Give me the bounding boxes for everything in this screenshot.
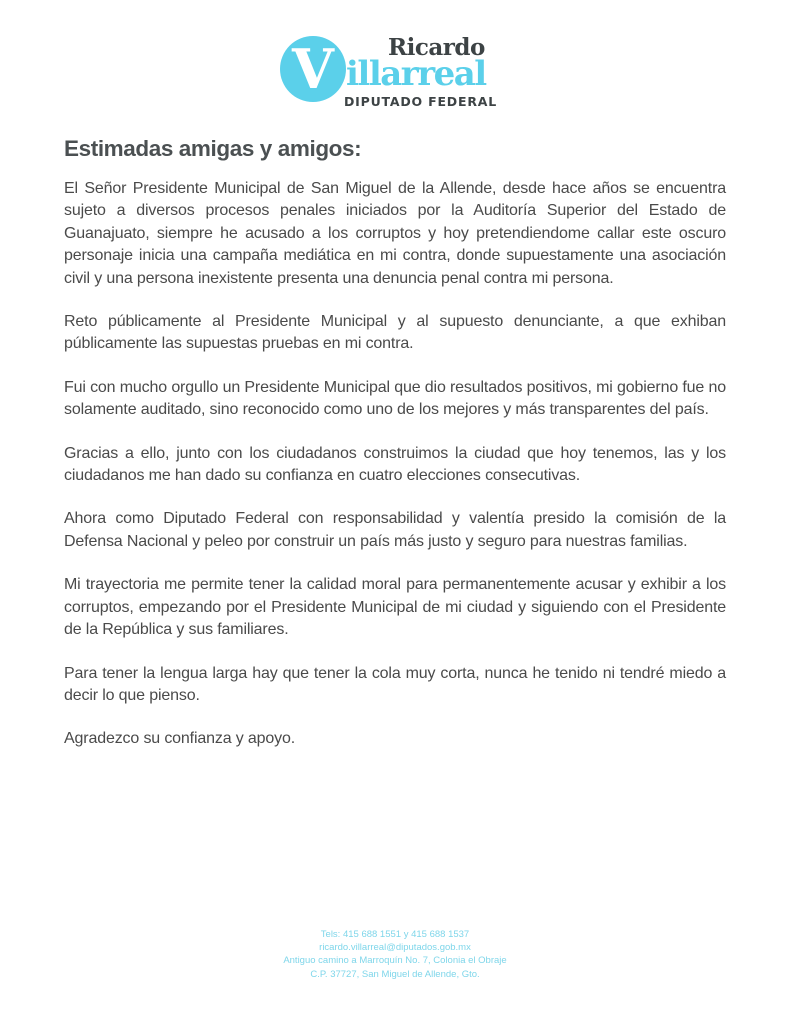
footer-city: C.P. 37727, San Miguel de Allende, Gto.: [310, 968, 480, 980]
paragraph: El Señor Presidente Municipal de San Miguel de la Allende, desde hace años se encuentra sujeto a diversos procesos penales iniciados por la Auditoría Superior del Estado de Guanajuato, siempre he acusado a los corruptos y hoy pretendiendome callar este oscuro personaje inicia una campaña mediática en mi contra, donde supuestamente una asociación civil y una persona inexistente presenta una denuncia penal contra mi persona.: [64, 180, 726, 287]
logo-last-name: illarreal: [346, 54, 486, 94]
logo-initial: V: [292, 37, 334, 101]
footer-phones: Tels: 415 688 1551 y 415 688 1537: [320, 929, 470, 940]
footer-address: Antiguo camino a Marroquín No. 7, Colonia el Obraje: [283, 955, 507, 967]
contact-footer: [0, 928, 790, 981]
logo-subtitle: DIPUTADO FEDERAL: [344, 94, 497, 109]
paragraph: Fui con mucho orgullo un Presidente Municipal que dio resultados positivos, mi gobierno fue no solamente auditado, sino reconocido como uno de los mejores y más transparentes del país.: [64, 378, 726, 419]
paragraph: Ahora como Diputado Federal con responsabilidad y valentía presido la comisión de la Defensa Nacional y peleo por construir un país más justo y seguro para nuestras familias.: [64, 510, 726, 550]
logo: [278, 32, 518, 112]
greeting: Estimadas amigas y amigos:: [64, 136, 362, 161]
paragraph: Mi trayectoria me permite tener la calidad moral para permanentemente acusar y exhibir a los corruptos, empezando por el Presidente Municipal de mi ciudad y siguiendo con el Presidente de la República y sus familiares.: [64, 576, 726, 639]
paragraph: Gracias a ello, junto con los ciudadanos construimos la ciudad que hoy tenemos, las y los ciudadanos me han dado su confianza en cuatro elecciones consecutivas.: [64, 444, 726, 485]
paragraph: Reto públicamente al Presidente Municipal y al supuesto denunciante, a que exhiban públicamente las supuestas pruebas en mi contra.: [64, 313, 726, 353]
closing: Agradezco su confianza y apoyo.: [64, 730, 296, 748]
letter-body: [64, 136, 726, 772]
paragraph: Para tener la lengua larga hay que tener la cola muy corta, nunca he tenido ni tendré miedo a decir lo que pienso.: [64, 664, 726, 704]
logo-first-name: Ricardo: [388, 34, 485, 61]
footer-email: ricardo.villarreal@diputados.gob.mx: [319, 942, 471, 954]
